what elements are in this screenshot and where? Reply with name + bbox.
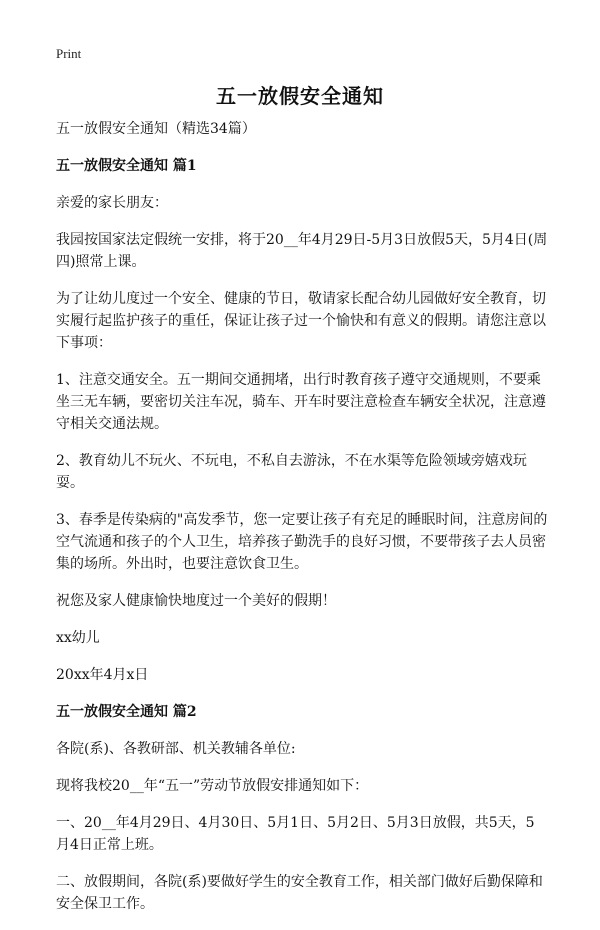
list-item: 一、20__年4月29日、4月30日、5月1日、5月2日、5月3日放假，共5天，5月4日正常上班。: [56, 815, 535, 853]
list-item: 二、放假期间，各院(系)要做好学生的安全教育工作，相关部门做好后勤保障和安全保卫工作。: [56, 874, 543, 912]
list-item: 3、春季是传染病的"高发季节，您一定要让孩子有充足的睡眠时间，注意房间的空气流通和孩子的个人卫生，培养孩子勤洗手的良好习惯，不要带孩子去人员密集的场所。外出时，也要注意饮食卫生。: [56, 512, 548, 572]
document-body: [56, 118, 548, 930]
document-subtitle: 五一放假安全通知（精选34篇）: [56, 121, 256, 137]
paragraph: 为了让幼儿度过一个安全、健康的节日，敬请家长配合幼儿园做好安全教育，切实履行起监护孩子的重任，保证让孩子过一个愉快和有意义的假期。请您注意以下事项：: [56, 291, 546, 351]
list-item: 2、教育幼儿不玩火、不玩电，不私自去游泳，不在水渠等危险领域旁嬉戏玩耍。: [56, 453, 527, 491]
page-title: 五一放假安全通知: [216, 84, 384, 108]
list-item: 1、注意交通安全。五一期间交通拥堵，出行时教育孩子遵守交通规则，不要乘坐三无车辆，要密切关注车况，骑车、开车时要注意检查车辆安全状况，注意遵守相关交通法规。: [56, 372, 546, 432]
paragraph: 我园按国家法定假统一安排，将于20__年4月29日-5月3日放假5天，5月4日(周四)照常上课。: [56, 232, 548, 270]
print-link[interactable]: Print: [56, 46, 82, 61]
date: 20xx年4月x日: [56, 667, 149, 683]
greeting-1: 亲爱的家长朋友：: [56, 195, 168, 211]
closing-wish: 祝您及家人健康愉快地度过一个美好的假期！: [56, 593, 336, 609]
signature: xx幼儿: [56, 630, 100, 646]
paragraph: 现将我校20__年“五一”劳动节放假安排通知如下：: [56, 778, 369, 794]
section-heading-2: 五一放假安全通知 篇2: [56, 704, 197, 720]
section-heading-1: 五一放假安全通知 篇1: [56, 158, 197, 174]
greeting-2: 各院(系)、各教研部、机关教辅各单位:: [56, 741, 296, 757]
